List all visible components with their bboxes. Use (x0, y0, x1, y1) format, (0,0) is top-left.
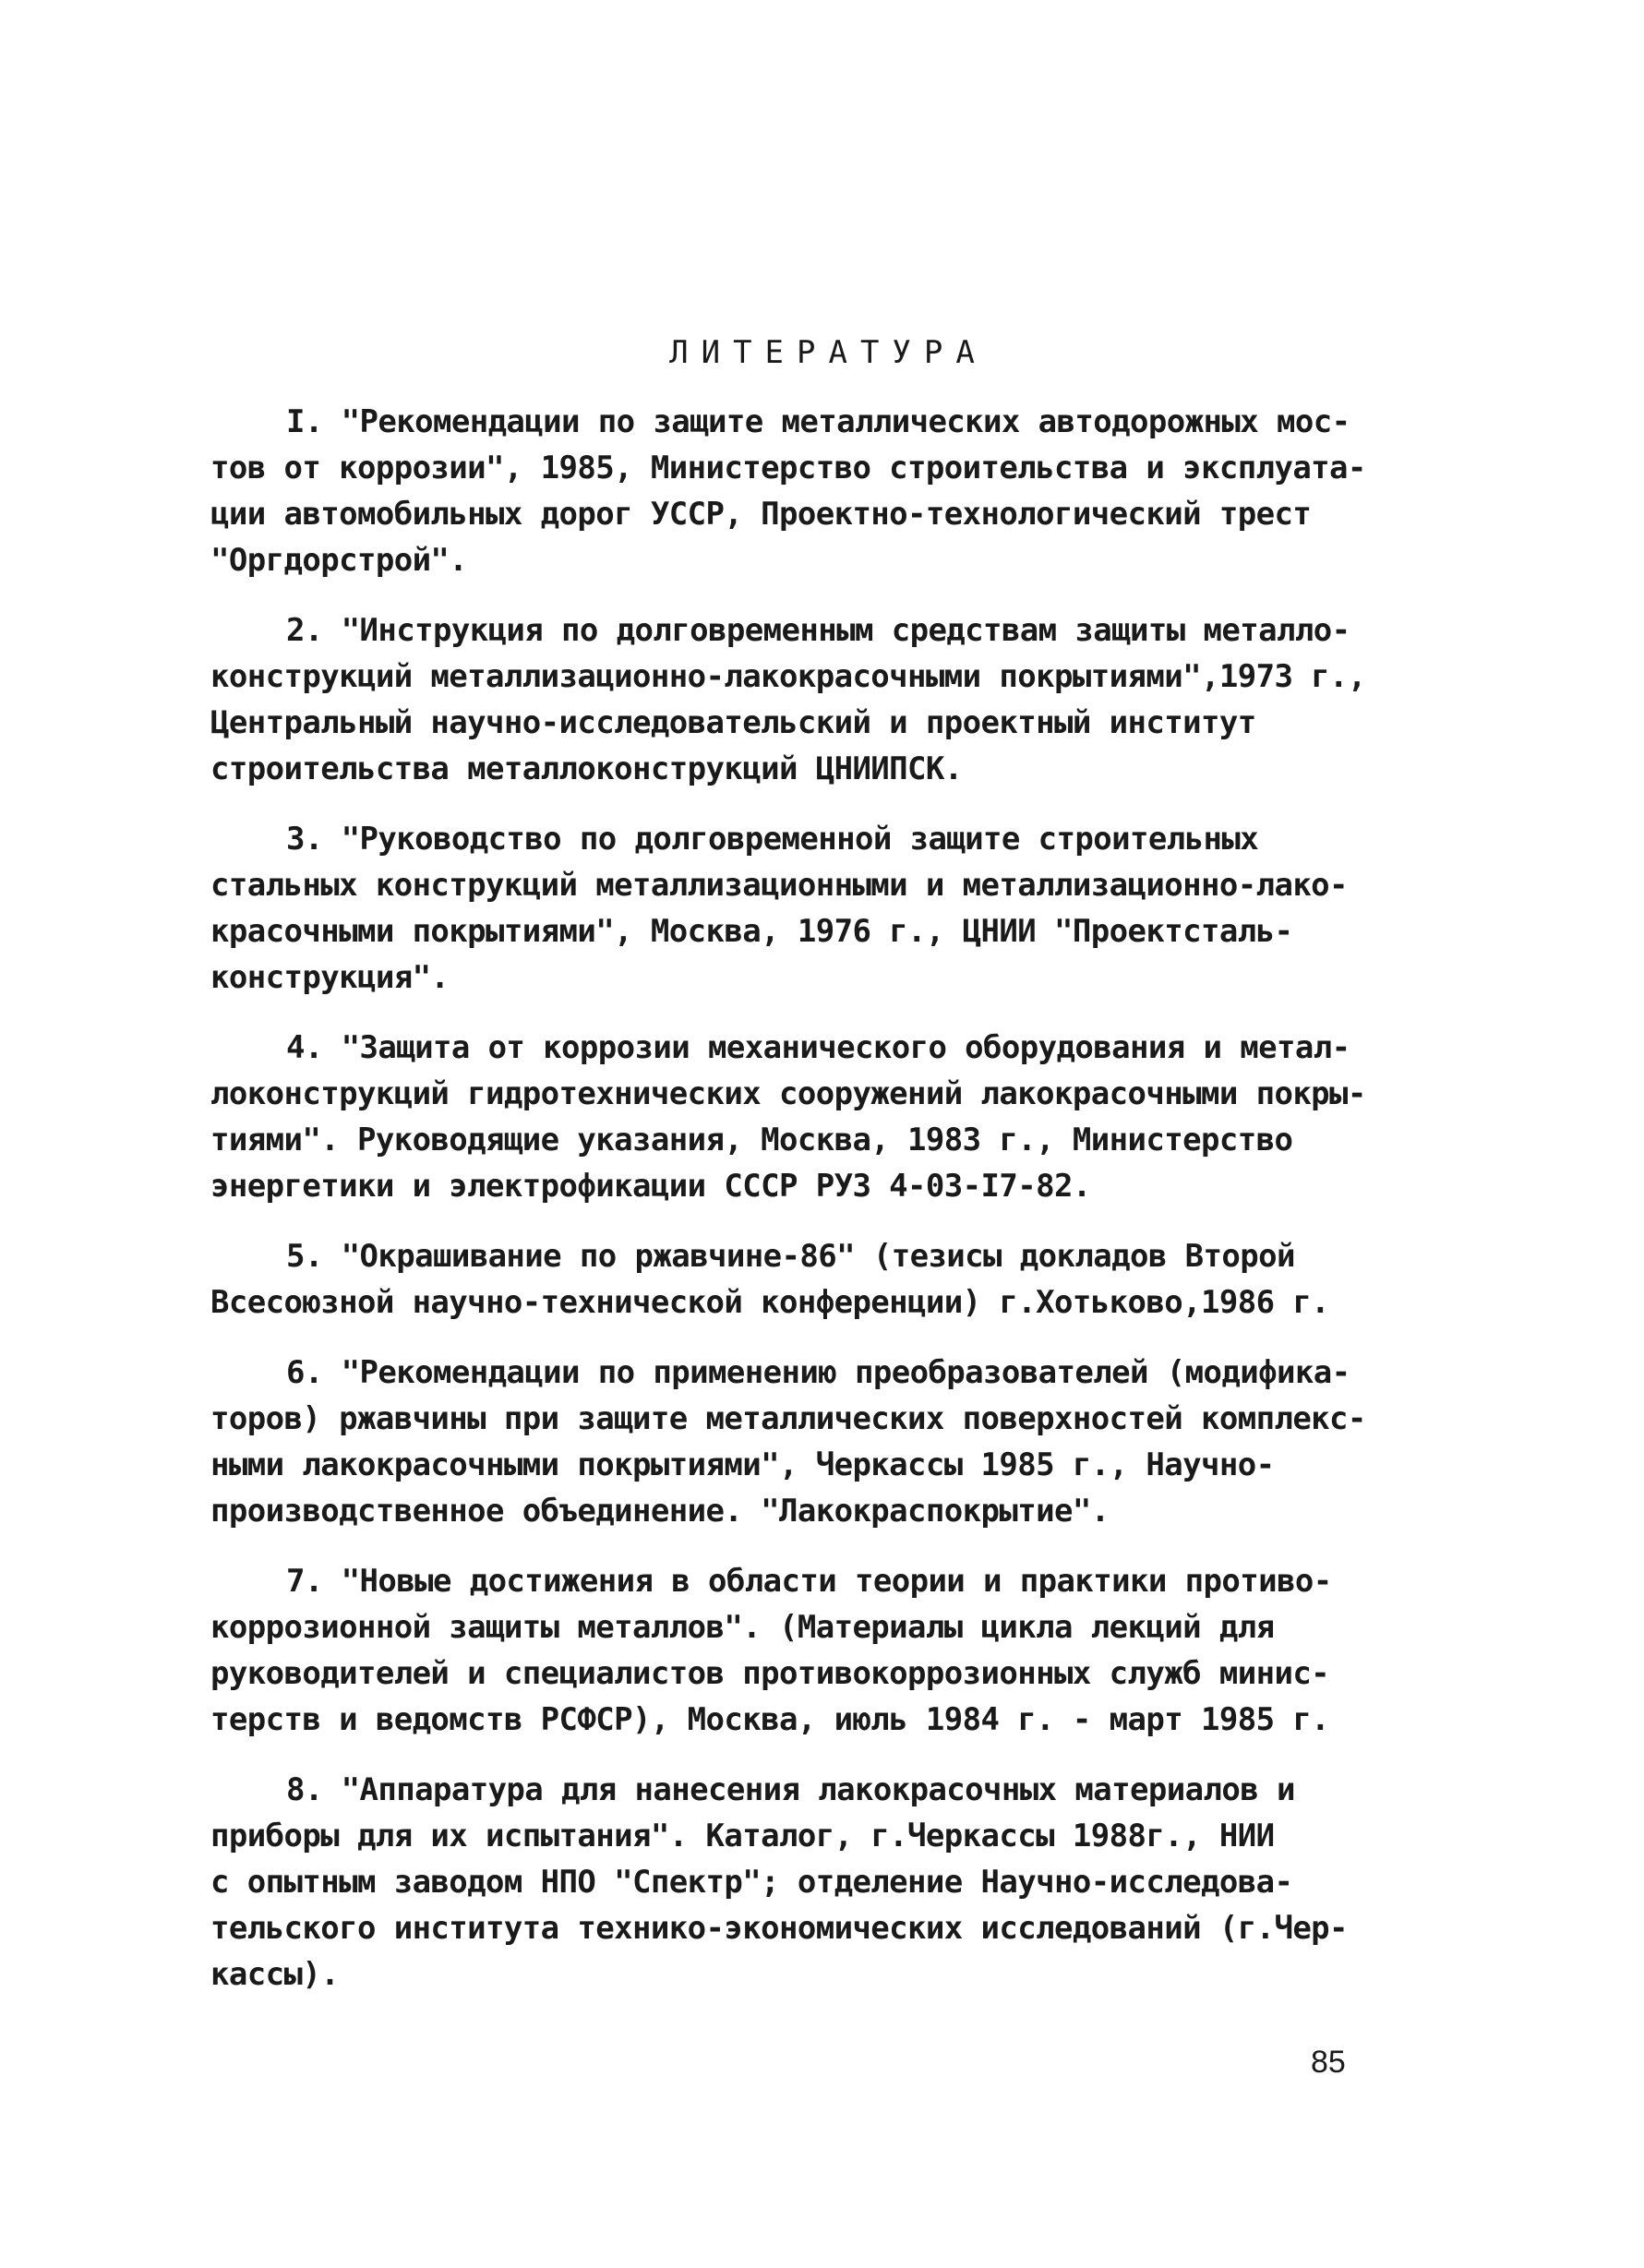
reference-line: 8. "Аппаратура для нанесения лакокрасочных материалов и (286, 1771, 1295, 1808)
reference-line: I. "Рекомендации по защите металлических автодорожных мос- (286, 403, 1350, 440)
reference-line: торов) ржавчины при защите металлических поверхностей комплекс- (210, 1400, 1366, 1437)
reference-item (210, 1350, 1374, 1534)
page-heading: ЛИТЕРАТУРА (669, 334, 988, 371)
reference-line: руководителей и специалистов противокоррозионных служб минис- (210, 1655, 1330, 1692)
reference-line: ными лакокрасочными покрытиями", Черкассы 1985 г., Научно- (210, 1446, 1275, 1483)
reference-item (210, 399, 1374, 583)
reference-item (210, 1767, 1374, 1998)
reference-line: тиями". Руководящие указания, Москва, 1983 г., Министерство (210, 1122, 1293, 1158)
reference-item (210, 1025, 1374, 1209)
reference-item (210, 816, 1374, 1001)
reference-line: Всесоюзной научно-технической конференции) г.Хотьково,1986 г. (210, 1284, 1330, 1321)
page-number: 85 (1311, 2045, 1346, 2080)
reference-line: 3. "Руководство по долговременной защите строительных (286, 821, 1259, 858)
reference-line: тов от коррозии", 1985, Министерство строительства и эксплуата- (210, 450, 1366, 486)
reference-line: тельского института технико-экономических исследований (г.Чер- (210, 1910, 1348, 1947)
reference-list (210, 399, 1374, 2022)
reference-line: 4. "Защита от коррозии механического оборудования и метал- (286, 1029, 1350, 1066)
reference-line: строительства металлоконструкций ЦНИИПСК. (210, 750, 963, 787)
reference-line: энергетики и электрофикации СССР РУЗ 4-03-I7-82. (210, 1168, 1091, 1205)
reference-line: конструкция". (210, 959, 450, 996)
reference-line: локонструкций гидротехнических сооружений лакокрасочными покры- (210, 1075, 1366, 1112)
reference-line: коррозионной защиты металлов". (Материалы цикла лекций для (210, 1609, 1275, 1646)
reference-line: красочными покрытиями", Москва, 1976 г., ЦНИИ "Проектсталь- (210, 913, 1293, 950)
reference-line: конструкций металлизационно-лакокрасочными покрытиями",1973 г., (210, 658, 1366, 695)
reference-line: приборы для их испытания". Каталог, г.Черкассы 1988г., НИИ (210, 1818, 1275, 1854)
reference-line: 2. "Инструкция по долговременным средствам защиты металло- (286, 612, 1350, 649)
reference-line: терств и ведомств РСФСР), Москва, июль 1984 г. - март 1985 г. (210, 1701, 1330, 1738)
reference-item (210, 1558, 1374, 1743)
reference-line: ции автомобильных дорог УССР, Проектно-технологический трест (210, 496, 1312, 533)
reference-item (210, 607, 1374, 792)
reference-line: 5. "Окрашивание по ржавчине-86" (тезисы докладов Второй (286, 1238, 1295, 1275)
reference-line: стальных конструкций металлизационными и металлизационно-лако- (210, 867, 1348, 904)
reference-line: Центральный научно-исследовательский и проектный институт (210, 704, 1256, 741)
reference-line: производственное объединение. "Лакокраспокрытие". (210, 1493, 1110, 1530)
reference-line: 6. "Рекомендации по применению преобразователей (модифика- (286, 1354, 1350, 1391)
reference-line: с опытным заводом НПО "Спектр"; отделение Научно-исследова- (210, 1864, 1293, 1901)
reference-item (210, 1233, 1374, 1326)
reference-line: кассы). (210, 1956, 340, 1993)
reference-line: "Оргдорстрой". (210, 542, 468, 579)
reference-line: 7. "Новые достижения в области теории и практики противо- (286, 1563, 1332, 1600)
